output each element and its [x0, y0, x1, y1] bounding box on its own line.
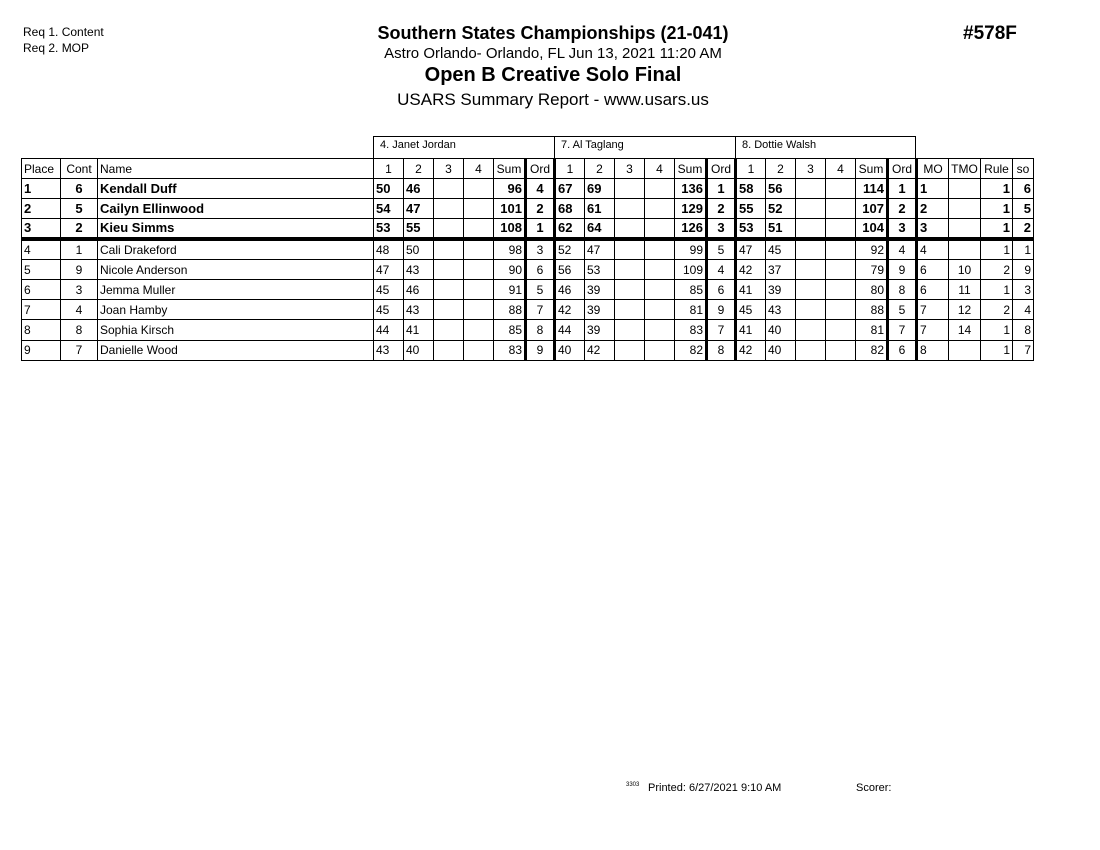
j1-score2-cell: 41 [404, 320, 434, 340]
j3-ord-cell: 4 [888, 239, 917, 260]
j3-score4-cell [826, 300, 856, 320]
j1-ord-cell: 6 [526, 260, 555, 280]
rule-cell: 1 [981, 199, 1013, 219]
col-j1-score4: 4 [464, 159, 494, 179]
j2-sum-cell: 99 [675, 239, 707, 260]
j3-ord-cell: 1 [888, 179, 917, 199]
j2-score1-cell: 62 [555, 219, 585, 240]
name-cell: Danielle Wood [98, 340, 374, 360]
col-j3-ord: Ord [888, 159, 917, 179]
j3-score4-cell [826, 199, 856, 219]
table-row [22, 179, 1034, 199]
j2-sum-cell: 81 [675, 300, 707, 320]
place-cell: 6 [22, 280, 61, 300]
rule-cell: 1 [981, 179, 1013, 199]
table-row [22, 300, 1034, 320]
col-j2-score2: 2 [585, 159, 615, 179]
j1-score1-cell: 45 [374, 300, 404, 320]
cont-cell: 4 [61, 300, 98, 320]
event-title: Open B Creative Solo Final [424, 64, 682, 86]
j3-score3-cell [796, 300, 826, 320]
j1-sum-cell: 85 [494, 320, 526, 340]
rule-cell: 1 [981, 280, 1013, 300]
j1-score4-cell [464, 199, 494, 219]
j2-sum-cell: 85 [675, 280, 707, 300]
j3-ord-cell: 3 [888, 219, 917, 240]
j1-score4-cell [464, 300, 494, 320]
cont-cell: 9 [61, 260, 98, 280]
requirement-1: Req 1. Content [23, 25, 104, 39]
j1-score2-cell: 50 [404, 239, 434, 260]
j3-score1-cell: 41 [736, 320, 766, 340]
name-cell: Kendall Duff [98, 179, 374, 199]
j3-sum-cell: 79 [856, 260, 888, 280]
j1-ord-cell: 2 [526, 199, 555, 219]
col-j3-score3: 3 [796, 159, 826, 179]
j3-score1-cell: 58 [736, 179, 766, 199]
col-j1-score3: 3 [434, 159, 464, 179]
printed-timestamp: Printed: 6/27/2021 9:10 AM [648, 782, 782, 794]
j2-score4-cell [645, 260, 675, 280]
name-cell: Kieu Simms [98, 219, 374, 240]
mo-cell: 4 [917, 239, 949, 260]
j3-sum-cell: 81 [856, 320, 888, 340]
j2-score3-cell [615, 219, 645, 240]
j3-score3-cell [796, 199, 826, 219]
j3-score4-cell [826, 280, 856, 300]
cont-cell: 8 [61, 320, 98, 340]
j2-score1-cell: 44 [555, 320, 585, 340]
mo-cell: 3 [917, 219, 949, 240]
j3-score2-cell: 51 [766, 219, 796, 240]
j2-score2-cell: 39 [585, 300, 615, 320]
j3-score3-cell [796, 219, 826, 240]
j2-ord-cell: 4 [707, 260, 736, 280]
j2-score3-cell [615, 280, 645, 300]
j3-score4-cell [826, 260, 856, 280]
j2-score2-cell: 47 [585, 239, 615, 260]
cont-cell: 7 [61, 340, 98, 360]
event-code: #578F [963, 23, 1017, 44]
tmo-cell: 11 [949, 280, 981, 300]
j1-sum-cell: 101 [494, 199, 526, 219]
j3-score2-cell: 52 [766, 199, 796, 219]
j1-sum-cell: 83 [494, 340, 526, 360]
j1-score1-cell: 45 [374, 280, 404, 300]
report-title: USARS Summary Report - www.usars.us [397, 90, 709, 109]
j1-score4-cell [464, 260, 494, 280]
footer-code: 3303 [626, 782, 640, 788]
j3-score4-cell [826, 320, 856, 340]
j2-sum-cell: 129 [675, 199, 707, 219]
rule-cell: 1 [981, 320, 1013, 340]
cont-cell: 2 [61, 219, 98, 240]
j1-score2-cell: 55 [404, 219, 434, 240]
table-row [22, 239, 1034, 260]
j1-score3-cell [434, 280, 464, 300]
col-place: Place [22, 159, 61, 179]
so-cell: 4 [1013, 300, 1034, 320]
j1-score4-cell [464, 280, 494, 300]
col-so: so [1013, 159, 1034, 179]
place-cell: 1 [22, 179, 61, 199]
j3-ord-cell: 8 [888, 280, 917, 300]
col-rule: Rule [981, 159, 1013, 179]
j2-sum-cell: 126 [675, 219, 707, 240]
j1-score2-cell: 43 [404, 300, 434, 320]
j2-score1-cell: 52 [555, 239, 585, 260]
place-cell: 5 [22, 260, 61, 280]
cont-cell: 1 [61, 239, 98, 260]
j1-score3-cell [434, 260, 464, 280]
j3-score1-cell: 47 [736, 239, 766, 260]
j2-score4-cell [645, 199, 675, 219]
rule-cell: 1 [981, 340, 1013, 360]
j3-sum-cell: 92 [856, 239, 888, 260]
table-row [22, 340, 1034, 360]
j1-score1-cell: 44 [374, 320, 404, 340]
name-cell: Sophia Kirsch [98, 320, 374, 340]
tmo-cell [949, 179, 981, 199]
table-row [22, 260, 1034, 280]
j1-sum-cell: 96 [494, 179, 526, 199]
tmo-cell [949, 340, 981, 360]
table-row [22, 199, 1034, 219]
j1-sum-cell: 88 [494, 300, 526, 320]
j1-score1-cell: 43 [374, 340, 404, 360]
j2-score3-cell [615, 320, 645, 340]
tmo-cell [949, 239, 981, 260]
j1-score4-cell [464, 219, 494, 240]
j3-sum-cell: 88 [856, 300, 888, 320]
j2-score2-cell: 61 [585, 199, 615, 219]
j3-score1-cell: 55 [736, 199, 766, 219]
j1-ord-cell: 9 [526, 340, 555, 360]
j2-score1-cell: 40 [555, 340, 585, 360]
j1-score4-cell [464, 320, 494, 340]
judge-header-2: 7. Al Taglang [554, 136, 735, 158]
j2-ord-cell: 9 [707, 300, 736, 320]
j1-score3-cell [434, 300, 464, 320]
mo-cell: 6 [917, 280, 949, 300]
j3-score2-cell: 39 [766, 280, 796, 300]
tmo-cell [949, 219, 981, 240]
j2-score3-cell [615, 199, 645, 219]
rule-cell: 2 [981, 260, 1013, 280]
col-j1-score1: 1 [374, 159, 404, 179]
place-cell: 9 [22, 340, 61, 360]
place-cell: 2 [22, 199, 61, 219]
place-cell: 8 [22, 320, 61, 340]
col-j2-sum: Sum [675, 159, 707, 179]
place-cell: 7 [22, 300, 61, 320]
j3-score4-cell [826, 179, 856, 199]
j3-score1-cell: 45 [736, 300, 766, 320]
j3-ord-cell: 7 [888, 320, 917, 340]
j3-score2-cell: 40 [766, 340, 796, 360]
j1-score3-cell [434, 179, 464, 199]
j1-score3-cell [434, 239, 464, 260]
j1-score1-cell: 50 [374, 179, 404, 199]
j2-score4-cell [645, 280, 675, 300]
tmo-cell: 14 [949, 320, 981, 340]
col-j2-ord: Ord [707, 159, 736, 179]
j2-score3-cell [615, 340, 645, 360]
venue-date: Astro Orlando- Orlando, FL Jun 13, 2021 11:20 AM [384, 45, 722, 62]
j3-score4-cell [826, 219, 856, 240]
j3-score2-cell: 43 [766, 300, 796, 320]
j1-score4-cell [464, 239, 494, 260]
j3-score3-cell [796, 320, 826, 340]
col-j2-score3: 3 [615, 159, 645, 179]
rule-cell: 1 [981, 219, 1013, 240]
table-row [22, 219, 1034, 240]
col-j3-score1: 1 [736, 159, 766, 179]
j3-ord-cell: 6 [888, 340, 917, 360]
j2-ord-cell: 7 [707, 320, 736, 340]
col-j1-score2: 2 [404, 159, 434, 179]
j1-ord-cell: 1 [526, 219, 555, 240]
j1-score4-cell [464, 179, 494, 199]
j3-sum-cell: 82 [856, 340, 888, 360]
col-j1-sum: Sum [494, 159, 526, 179]
j2-score4-cell [645, 179, 675, 199]
j2-ord-cell: 3 [707, 219, 736, 240]
col-j2-score4: 4 [645, 159, 675, 179]
j1-score3-cell [434, 320, 464, 340]
j1-score2-cell: 46 [404, 280, 434, 300]
j2-score4-cell [645, 219, 675, 240]
cont-cell: 5 [61, 199, 98, 219]
j1-ord-cell: 4 [526, 179, 555, 199]
so-cell: 1 [1013, 239, 1034, 260]
j2-score2-cell: 39 [585, 320, 615, 340]
j3-ord-cell: 2 [888, 199, 917, 219]
j3-score1-cell: 41 [736, 280, 766, 300]
col-name: Name [98, 159, 374, 179]
j3-score4-cell [826, 340, 856, 360]
j2-score2-cell: 53 [585, 260, 615, 280]
j3-score2-cell: 56 [766, 179, 796, 199]
j2-score2-cell: 39 [585, 280, 615, 300]
j2-score1-cell: 67 [555, 179, 585, 199]
j2-score4-cell [645, 320, 675, 340]
j3-sum-cell: 107 [856, 199, 888, 219]
j3-score3-cell [796, 280, 826, 300]
mo-cell: 7 [917, 300, 949, 320]
j3-score2-cell: 40 [766, 320, 796, 340]
j2-score1-cell: 42 [555, 300, 585, 320]
j3-score3-cell [796, 239, 826, 260]
j1-score1-cell: 54 [374, 199, 404, 219]
name-cell: Cailyn Ellinwood [98, 199, 374, 219]
table-row [22, 320, 1034, 340]
j3-score3-cell [796, 260, 826, 280]
col-j1-ord: Ord [526, 159, 555, 179]
j1-ord-cell: 7 [526, 300, 555, 320]
j2-score3-cell [615, 179, 645, 199]
j1-score1-cell: 53 [374, 219, 404, 240]
j1-score3-cell [434, 340, 464, 360]
j1-sum-cell: 98 [494, 239, 526, 260]
j2-score2-cell: 42 [585, 340, 615, 360]
name-cell: Joan Hamby [98, 300, 374, 320]
j1-score2-cell: 40 [404, 340, 434, 360]
mo-cell: 2 [917, 199, 949, 219]
j3-score1-cell: 53 [736, 219, 766, 240]
mo-cell: 8 [917, 340, 949, 360]
j3-sum-cell: 80 [856, 280, 888, 300]
so-cell: 8 [1013, 320, 1034, 340]
mo-cell: 6 [917, 260, 949, 280]
j2-score2-cell: 64 [585, 219, 615, 240]
cont-cell: 3 [61, 280, 98, 300]
j2-score3-cell [615, 239, 645, 260]
col-j3-sum: Sum [856, 159, 888, 179]
table-row [22, 280, 1034, 300]
j1-sum-cell: 90 [494, 260, 526, 280]
j2-sum-cell: 136 [675, 179, 707, 199]
judge-header-3: 8. Dottie Walsh [735, 136, 916, 158]
j2-score4-cell [645, 239, 675, 260]
so-cell: 6 [1013, 179, 1034, 199]
name-cell: Cali Drakeford [98, 239, 374, 260]
j2-sum-cell: 82 [675, 340, 707, 360]
competition-title: Southern States Championships (21-041) [377, 23, 729, 43]
mo-cell: 1 [917, 179, 949, 199]
j2-ord-cell: 1 [707, 179, 736, 199]
so-cell: 2 [1013, 219, 1034, 240]
col-j3-score4: 4 [826, 159, 856, 179]
so-cell: 3 [1013, 280, 1034, 300]
j2-sum-cell: 109 [675, 260, 707, 280]
rule-cell: 1 [981, 239, 1013, 260]
j3-ord-cell: 5 [888, 300, 917, 320]
j2-score1-cell: 56 [555, 260, 585, 280]
j2-ord-cell: 2 [707, 199, 736, 219]
cont-cell: 6 [61, 179, 98, 199]
so-cell: 9 [1013, 260, 1034, 280]
results-table [21, 158, 1034, 361]
j1-ord-cell: 5 [526, 280, 555, 300]
j1-score2-cell: 47 [404, 199, 434, 219]
j3-sum-cell: 114 [856, 179, 888, 199]
place-cell: 3 [22, 219, 61, 240]
j2-score1-cell: 68 [555, 199, 585, 219]
j3-score3-cell [796, 179, 826, 199]
so-cell: 5 [1013, 199, 1034, 219]
place-cell: 4 [22, 239, 61, 260]
j1-score2-cell: 46 [404, 179, 434, 199]
j3-score3-cell [796, 340, 826, 360]
col-j2-score1: 1 [555, 159, 585, 179]
j2-ord-cell: 5 [707, 239, 736, 260]
j2-score4-cell [645, 300, 675, 320]
j3-score4-cell [826, 239, 856, 260]
j2-ord-cell: 6 [707, 280, 736, 300]
j2-score3-cell [615, 260, 645, 280]
table-header-row [22, 159, 1034, 179]
j2-ord-cell: 8 [707, 340, 736, 360]
rule-cell: 2 [981, 300, 1013, 320]
j2-score4-cell [645, 340, 675, 360]
name-cell: Jemma Muller [98, 280, 374, 300]
col-j3-score2: 2 [766, 159, 796, 179]
scorer-label: Scorer: [856, 782, 892, 794]
tmo-cell [949, 199, 981, 219]
j3-ord-cell: 9 [888, 260, 917, 280]
j1-sum-cell: 108 [494, 219, 526, 240]
j1-score1-cell: 48 [374, 239, 404, 260]
j2-score2-cell: 69 [585, 179, 615, 199]
col-tmo: TMO [949, 159, 981, 179]
tmo-cell: 10 [949, 260, 981, 280]
so-cell: 7 [1013, 340, 1034, 360]
j1-ord-cell: 8 [526, 320, 555, 340]
j2-sum-cell: 83 [675, 320, 707, 340]
j3-score2-cell: 45 [766, 239, 796, 260]
j3-sum-cell: 104 [856, 219, 888, 240]
j1-score2-cell: 43 [404, 260, 434, 280]
col-cont: Cont [61, 159, 98, 179]
j1-score4-cell [464, 340, 494, 360]
j3-score1-cell: 42 [736, 260, 766, 280]
j2-score1-cell: 46 [555, 280, 585, 300]
j1-score3-cell [434, 199, 464, 219]
j1-sum-cell: 91 [494, 280, 526, 300]
mo-cell: 7 [917, 320, 949, 340]
j2-score3-cell [615, 300, 645, 320]
col-mo: MO [917, 159, 949, 179]
j1-score1-cell: 47 [374, 260, 404, 280]
requirement-2: Req 2. MOP [23, 41, 90, 55]
j1-ord-cell: 3 [526, 239, 555, 260]
j3-score1-cell: 42 [736, 340, 766, 360]
name-cell: Nicole Anderson [98, 260, 374, 280]
judge-header-1: 4. Janet Jordan [373, 136, 554, 158]
j1-score3-cell [434, 219, 464, 240]
tmo-cell: 12 [949, 300, 981, 320]
j3-score2-cell: 37 [766, 260, 796, 280]
